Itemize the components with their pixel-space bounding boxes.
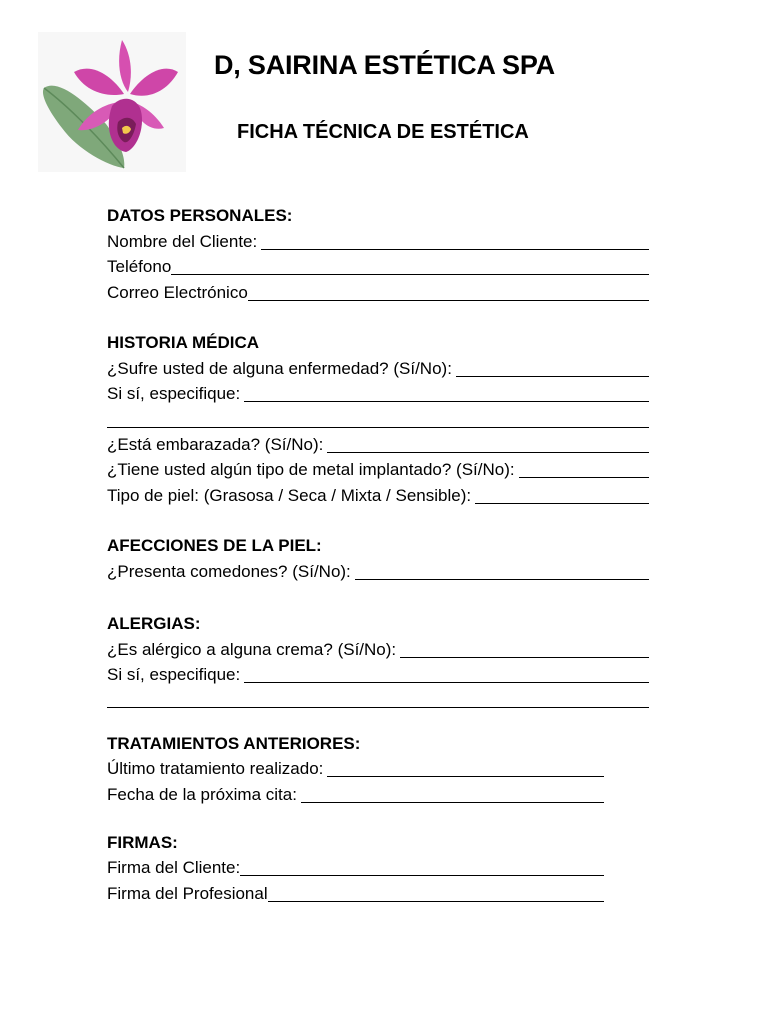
- pregnant-field[interactable]: [107, 431, 649, 456]
- allergy-extra-line[interactable]: [107, 686, 649, 711]
- write-line[interactable]: [171, 274, 649, 275]
- disease-extra-line[interactable]: [107, 405, 649, 430]
- allergy-specify-field[interactable]: [107, 661, 649, 686]
- write-line[interactable]: [244, 401, 649, 402]
- field-label: Fecha de la próxima cita:: [107, 784, 297, 804]
- field-label: Si sí, especifique:: [107, 665, 241, 685]
- field-label: ¿Es alérgico a alguna crema? (Sí/No):: [107, 639, 397, 659]
- phone-field[interactable]: [107, 253, 649, 278]
- field-label: Último tratamiento realizado:: [107, 759, 324, 779]
- write-line[interactable]: [456, 376, 649, 377]
- section-heading-signatures: FIRMAS:: [107, 832, 178, 852]
- field-label: ¿Está embarazada? (Sí/No):: [107, 434, 324, 454]
- field-label: Correo Electrónico: [107, 282, 248, 302]
- write-line[interactable]: [475, 503, 649, 504]
- esthetic-form: [107, 202, 649, 905]
- write-line[interactable]: [400, 657, 649, 658]
- write-line[interactable]: [519, 477, 649, 478]
- field-label: Firma del Cliente:: [107, 858, 241, 878]
- field-label: Si sí, especifique:: [107, 384, 241, 404]
- write-line[interactable]: [107, 427, 649, 428]
- skin-type-field[interactable]: [107, 481, 649, 506]
- field-label: Firma del Profesional: [107, 883, 268, 903]
- section-heading-medical: HISTORIA MÉDICA: [107, 333, 260, 353]
- field-label: Tipo de piel: (Grasosa / Seca / Mixta / Sensible):: [107, 485, 472, 505]
- field-label: Nombre del Cliente:: [107, 231, 258, 251]
- signature-line[interactable]: [268, 901, 604, 902]
- write-line[interactable]: [261, 249, 649, 250]
- field-label: ¿Sufre usted de alguna enfermedad? (Sí/No):: [107, 358, 452, 378]
- section-heading-treatments: TRATAMIENTOS ANTERIORES:: [107, 733, 361, 753]
- write-line[interactable]: [107, 707, 649, 708]
- signature-line[interactable]: [240, 875, 604, 876]
- last-treatment-field[interactable]: [107, 755, 604, 780]
- spa-name: D, SAIRINA ESTÉTICA SPA: [214, 50, 555, 80]
- client-name-field[interactable]: [107, 227, 649, 252]
- section-heading-skin: AFECCIONES DE LA PIEL:: [107, 536, 322, 556]
- write-line[interactable]: [248, 300, 649, 301]
- disease-specify-field[interactable]: [107, 380, 649, 405]
- write-line[interactable]: [301, 802, 604, 803]
- write-line[interactable]: [327, 452, 649, 453]
- field-label: ¿Tiene usted algún tipo de metal implantado? (Sí/No):: [107, 460, 515, 480]
- disease-field[interactable]: [107, 354, 649, 379]
- field-label: Teléfono: [107, 257, 172, 277]
- section-heading-allergies: ALERGIAS:: [107, 614, 201, 634]
- client-signature-field[interactable]: [107, 854, 604, 879]
- field-label: ¿Presenta comedones? (Sí/No):: [107, 561, 351, 581]
- write-line[interactable]: [327, 776, 604, 777]
- professional-signature-field[interactable]: [107, 879, 604, 904]
- comedones-field[interactable]: [107, 557, 649, 582]
- next-appointment-field[interactable]: [107, 780, 604, 805]
- metal-implant-field[interactable]: [107, 456, 649, 481]
- write-line[interactable]: [244, 682, 649, 683]
- orchid-logo: [38, 32, 186, 172]
- cream-allergy-field[interactable]: [107, 635, 649, 660]
- email-field[interactable]: [107, 278, 649, 303]
- write-line[interactable]: [355, 579, 649, 580]
- section-heading-personal: DATOS PERSONALES:: [107, 206, 293, 226]
- form-title: FICHA TÉCNICA DE ESTÉTICA: [237, 121, 529, 143]
